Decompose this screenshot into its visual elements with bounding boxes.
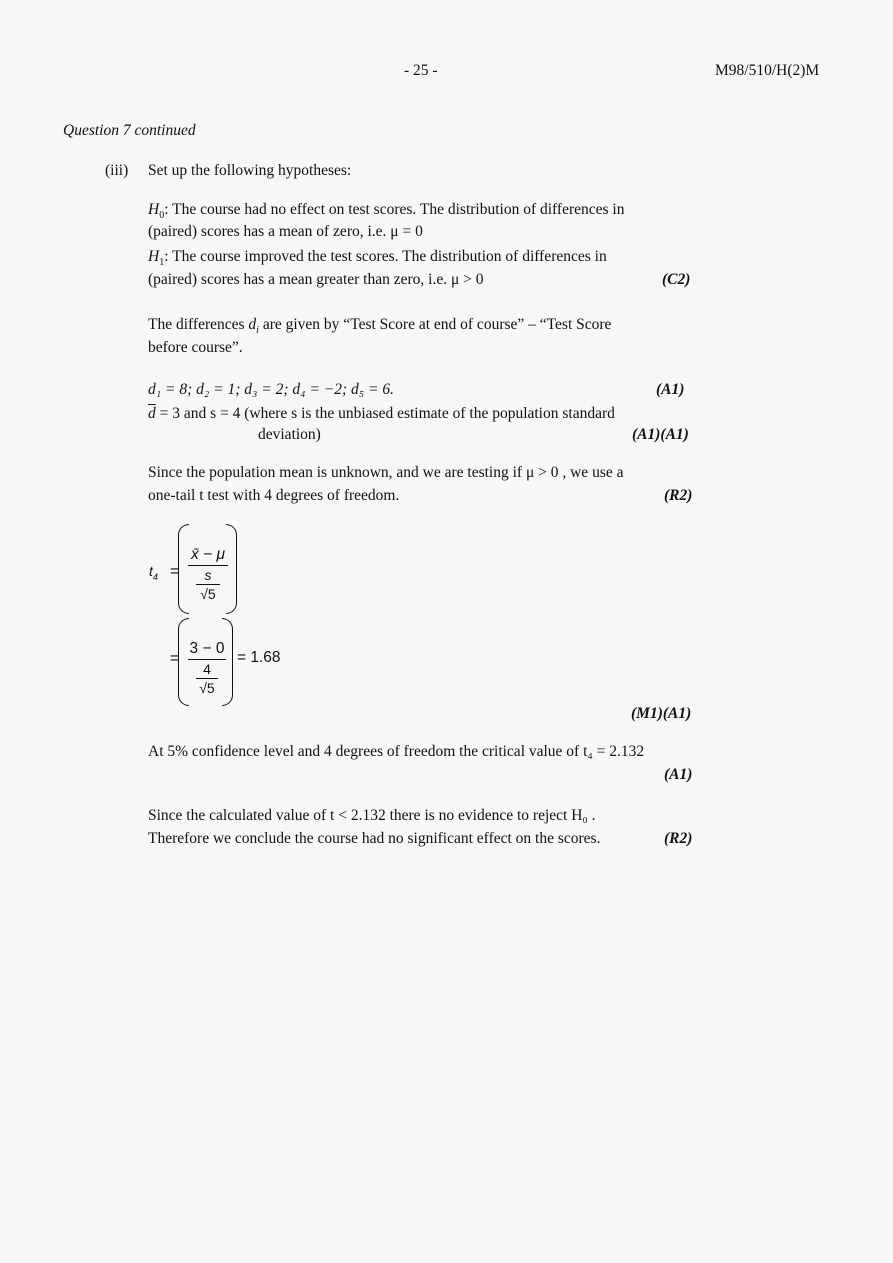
differences-line2: before course”. xyxy=(148,339,243,356)
h1-text1: : The course improved the test scores. The distribution of differences in xyxy=(164,248,607,265)
di-sub: i xyxy=(256,325,259,337)
mean-sd-line2: deviation) xyxy=(258,426,321,443)
conclusion-line2: Therefore we conclude the course had no significant effect on the scores. xyxy=(148,830,601,847)
fraction-2 xyxy=(188,639,226,697)
document-code: M98/510/H(2)M xyxy=(715,62,820,79)
test-choice-mark: (R2) xyxy=(664,487,693,504)
critical-value-line: At 5% confidence level and 4 degrees of freedom the critical value of t₄ = 2.132 xyxy=(148,743,645,760)
mean-sd-text: = 3 and s = 4 (where s is the unbiased estimate of the population standard xyxy=(155,405,615,422)
equals-2: = xyxy=(170,650,180,667)
conclusion-line1: Since the calculated value of t < 2.132 there is no evidence to reject H₀ . xyxy=(148,807,596,824)
differences-line1 xyxy=(148,316,611,336)
page-number: - 25 - xyxy=(404,62,438,79)
fraction-1 xyxy=(188,545,228,603)
h1-line2: (paired) scores has a mean greater than zero, i.e. μ > 0 xyxy=(148,271,484,288)
test-choice-line2: one-tail t test with 4 degrees of freedom. xyxy=(148,487,400,504)
di-symbol: d xyxy=(248,316,257,333)
values-mark: (A1) xyxy=(656,381,685,398)
fraction-1-numerator: x̄ − μ xyxy=(188,545,228,566)
critical-mark: (A1) xyxy=(664,766,693,783)
h0-text1: : The course had no effect on test scores. The distribution of differences in xyxy=(164,201,625,218)
t4-equals: = xyxy=(170,563,180,580)
formula-mark: (M1)(A1) xyxy=(631,705,692,722)
h0-line2: (paired) scores has a mean of zero, i.e. μ = 0 xyxy=(148,223,423,240)
part-intro: Set up the following hypotheses: xyxy=(148,162,352,179)
fraction-1-inner-den: √5 xyxy=(196,584,220,603)
differences-text-b: are given by “Test Score at end of course” – “Test Score xyxy=(258,316,612,333)
part-label: (iii) xyxy=(105,162,129,179)
h0-line1 xyxy=(148,201,624,221)
h1-line1 xyxy=(148,248,607,268)
question-title: Question 7 continued xyxy=(63,122,196,139)
dbar-symbol: $\overline{d}$ xyxy=(148,405,156,422)
fraction-2-numerator: 3 − 0 xyxy=(188,639,226,660)
mean-sd-mark: (A1)(A1) xyxy=(632,426,689,443)
conclusion-mark: (R2) xyxy=(664,830,693,847)
difference-values: d₁ = 8; d₂ = 1; d₃ = 2; d₄ = −2; d₅ = 6. xyxy=(148,381,394,398)
fraction-2-inner-den: √5 xyxy=(196,678,218,697)
t-result: = 1.68 xyxy=(237,649,281,666)
t4-symbol: t xyxy=(149,563,153,579)
h0-sub: 0 xyxy=(159,210,165,222)
fraction-1-inner-num: s xyxy=(204,567,212,583)
differences-text-a: The differences xyxy=(148,316,249,333)
mean-sd-line1 xyxy=(148,405,615,423)
test-choice-line1: Since the population mean is unknown, and we are testing if μ > 0 , we use a xyxy=(148,464,624,481)
t4-sub: 4 xyxy=(152,571,158,582)
h1-sub: 1 xyxy=(159,257,165,269)
h0-symbol: H xyxy=(148,201,160,218)
h1-mark: (C2) xyxy=(662,271,691,288)
h1-symbol: H xyxy=(148,248,160,265)
t4-lhs xyxy=(149,563,158,582)
fraction-2-inner-num: 4 xyxy=(203,661,211,677)
